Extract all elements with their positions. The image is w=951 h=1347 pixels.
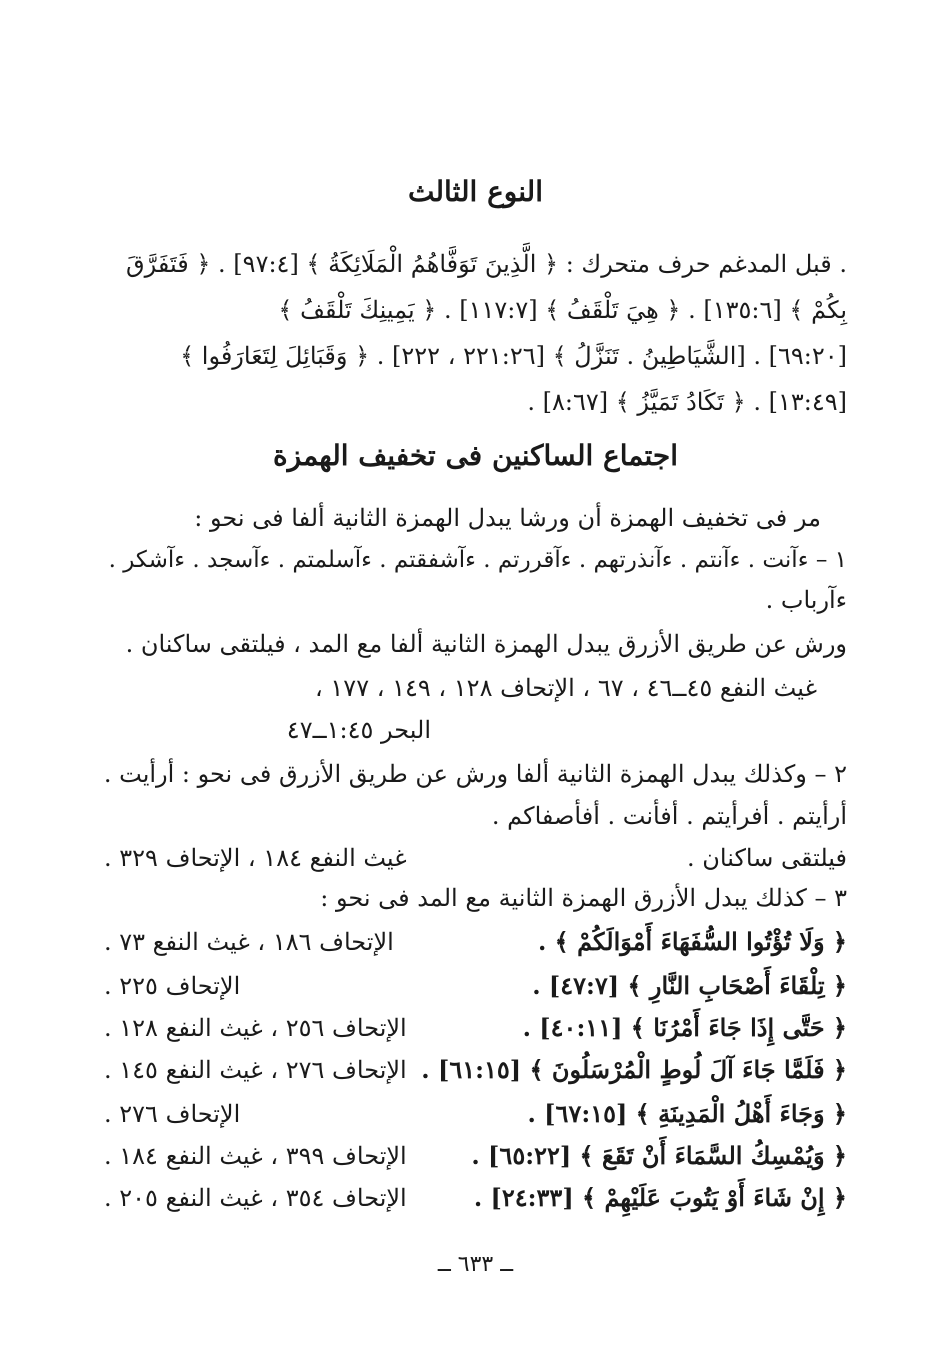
example-verse: ﴿ إِنْ شَاءَ أَوْ يَتُوبَ عَلَيْهِمْ ﴾ [٢٤:٣٣] . xyxy=(473,1183,847,1212)
example-reference: الإتحاف ٣٩٩ ، غيث النفع ١٨٤ . xyxy=(104,1142,407,1170)
example-verse: ﴿ وَيُمْسِكُ السَّمَاءَ أَنْ تَقَعَ ﴾ [٦٥:٢٢] . xyxy=(471,1141,847,1170)
reference-line: البحر ١:٤٥ــ٤٧ xyxy=(286,716,431,744)
reference-line: غيث النفع ٤٥ــ٤٦ ، ٦٧ ، الإتحاف ١٢٨ ، ١٤٩ ، ١٧٧ ، xyxy=(315,674,817,702)
example-reference: الإتحاف ٢٢٥ . xyxy=(104,972,241,1000)
line-text: فيلتقى ساكنان . xyxy=(687,844,847,872)
paragraph-line: [٦٩:٢٠] . [الشَّيَاطِينُ . تَنَزَّلُ ﴾ [٢٢١:٢٦ ، ٢٢٢] . ﴿ وَقَبَائِلَ لِتَعَارَفُوا ﴾ xyxy=(180,342,847,370)
paragraph-line: أرأيتم . أفرأيتم . أفأنت . أفأصفاكم . xyxy=(491,802,847,830)
paragraph-line: مر فى تخفيف الهمزة أن ورشا يبدل الهمزة الثانية ألفا فى نحو : xyxy=(194,504,821,532)
paragraph-line: ورش عن طريق الأزرق يبدل الهمزة الثانية ألفا مع المد ، فيلتقى ساكنان . xyxy=(125,630,847,658)
example-row xyxy=(104,1052,847,1088)
paragraph-line: ٢ – وكذلك يبدل الهمزة الثانية ألفا ورش عن طريق الأزرق فى نحو : أرأيت . xyxy=(103,760,847,788)
example-reference: الإتحاف ٣٥٤ ، غيث النفع ٢٠٥ . xyxy=(104,1184,407,1212)
example-row xyxy=(104,968,847,1004)
example-row xyxy=(104,1138,847,1174)
example-row xyxy=(104,924,847,960)
example-row xyxy=(104,1180,847,1216)
paragraph-line: بِكُمْ ﴾ [١٣٥:٦] . ﴿ هِيَ تَلْقَفُ ﴾ [١١٧:٧] . ﴿ يَمِينِكَ تَلْقَفُ ﴾ xyxy=(278,296,847,324)
reference-text: غيث النفع ١٨٤ ، الإتحاف ٣٢٩ . xyxy=(104,844,407,872)
example-verse: ﴿ وَلَا تُؤْتُوا السُّفَهَاءَ أَمْوَالَكُمْ ﴾ . xyxy=(537,927,847,956)
page-number: ــ ٦٣٣ ــ xyxy=(437,1252,514,1277)
example-row xyxy=(104,1010,847,1046)
example-reference: الإتحاف ٢٥٦ ، غيث النفع ١٢٨ . xyxy=(104,1014,407,1042)
example-row xyxy=(104,1096,847,1132)
example-verse: ﴿ فَلَمَّا جَاءَ آلَ لُوطٍ الْمُرْسَلُونَ ﴾ [٦١:١٥] . xyxy=(421,1055,847,1084)
example-verse: ﴿ وَجَاءَ أَهْلُ الْمَدِينَةِ ﴾ [٦٧:١٥] . xyxy=(527,1099,847,1128)
paragraph-line: ١ – ءآنت . ءآنتم . ءآنذرتهم . ءآقررتم . ءآشفقتم . ءآسلمتم . ءآسجد . ءآشكر . xyxy=(108,547,847,573)
paragraph-line-split xyxy=(104,840,847,876)
paragraph-line: ءآرباب . xyxy=(765,586,847,614)
section-heading-third-type: النوع الثالث xyxy=(408,175,543,208)
example-reference: الإتحاف ٢٧٦ ، غيث النفع ١٤٥ . xyxy=(104,1056,407,1084)
section-heading-two-sakins: اجتماع الساكنين فى تخفيف الهمزة xyxy=(272,439,679,472)
example-verse: ﴿ تِلْقَاءَ أَصْحَابِ النَّارِ ﴾ [٤٧:٧] . xyxy=(532,971,847,1000)
example-verse: ﴿ حَتَّى إِذَا جَاءَ أَمْرُنَا ﴾ [٤٠:١١] . xyxy=(522,1013,847,1042)
paragraph-line: ٣ – كذلك يبدل الأزرق الهمزة الثانية مع المد فى نحو : xyxy=(320,884,847,912)
paragraph-line: . قبل المدغم حرف متحرك : ﴿ الَّذِينَ تَوَفَّاهُمُ الْمَلَائِكَةُ ﴾ [٩٧:٤] . ﴿ فَتَفَرَّقَ xyxy=(126,250,847,278)
example-reference: الإتحاف ١٨٦ ، غيث النفع ٧٣ . xyxy=(104,928,394,956)
example-reference: الإتحاف ٢٧٦ . xyxy=(104,1100,241,1128)
paragraph-line: [١٣:٤٩] . ﴿ تَكَادُ تَمَيَّزُ ﴾ [٨:٦٧] . xyxy=(527,388,847,416)
